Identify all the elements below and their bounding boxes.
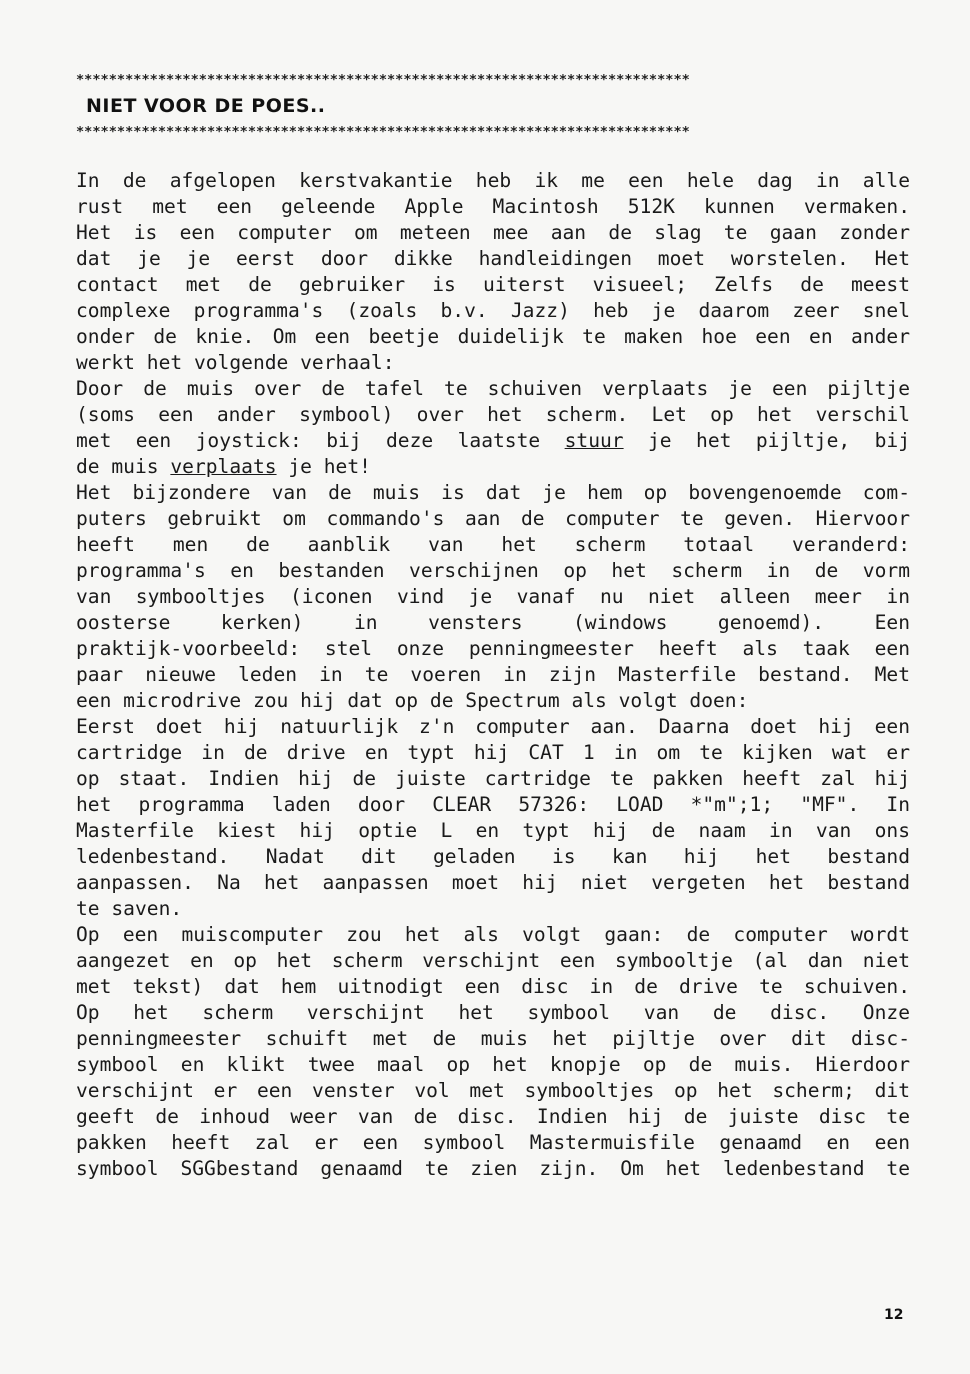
text-line: contact met de gebruiker is uiterst visueel; Zelfs de meest: [76, 273, 910, 296]
text-line: Op het scherm verschijnt het symbool van de disc. Onze: [76, 1001, 910, 1024]
text-line: pakken heeft zal er een symbool Mastermuisfile genaamd en een: [76, 1131, 910, 1154]
asterisk-rule-bottom: ***************************************************************************: [76, 124, 690, 140]
text-line: Masterfile kiest hij optie L en typt hij de naam in van ons: [76, 819, 910, 842]
text-segment: je het pijltje, bij: [648, 429, 911, 452]
text-line: penningmeester schuift met de muis het pijltje over dit disc-: [76, 1027, 910, 1050]
underlined-word: verplaats: [170, 455, 277, 478]
text-line: complexe programma's (zoals b.v. Jazz) heb je daarom zeer snel: [76, 299, 910, 322]
text-line: met tekst) dat hem uitnodigt een disc in de drive te schuiven.: [76, 975, 910, 998]
text-line: ledenbestand. Nadat dit geladen is kan hij het bestand: [76, 845, 910, 868]
article-body: [76, 168, 910, 1182]
text-line: het programma laden door CLEAR 57326: LOAD *"m";1; "MF". In: [76, 793, 910, 816]
page-number: 12: [884, 1307, 904, 1323]
text-line: praktijk-voorbeeld: stel onze penningmeester heeft als taak een: [76, 637, 910, 660]
text-line: geeft de inhoud weer van de disc. Indien hij de juiste disc te: [76, 1105, 910, 1128]
text-line: (soms een ander symbool) over het scherm. Let op het verschil: [76, 403, 910, 426]
text-line: symbool SGGbestand genaamd te zien zijn. Om het ledenbestand te: [76, 1157, 910, 1180]
text-line: paar nieuwe leden in te voeren in zijn Masterfile bestand. Met: [76, 663, 910, 686]
text-line: symbool en klikt twee maal op het knopje op de muis. Hierdoor: [76, 1053, 910, 1076]
text-line: verschijnt er een venster vol met symbooltjes op het scherm; dit: [76, 1079, 910, 1102]
text-line: aangezet en op het scherm verschijnt een symbooltje (al dan niet: [76, 949, 910, 972]
text-line: te saven.: [76, 897, 183, 920]
article-title: NIET VOOR DE POES..: [86, 95, 326, 117]
text-line: heeft men de aanblik van het scherm totaal veranderd:: [76, 533, 910, 556]
text-line: een microdrive zou hij dat op de Spectrum als volgt doen:: [76, 689, 749, 712]
text-line: In de afgelopen kerstvakantie heb ik me een hele dag in alle: [76, 169, 910, 192]
text-line: werkt het volgende verhaal:: [76, 351, 395, 374]
asterisk-rule-top: ***************************************************************************: [76, 72, 690, 88]
text-line: dat je je eerst door dikke handleidingen moet worstelen. Het: [76, 247, 910, 270]
text-line: Eerst doet hij natuurlijk z'n computer aan. Daarna doet hij een: [76, 715, 910, 738]
text-line: rust met een geleende Apple Macintosh 512K kunnen vermaken.: [76, 195, 910, 218]
text-line: Het bijzondere van de muis is dat je hem op bovengenoemde com-: [76, 481, 910, 504]
text-line-mixed: [76, 428, 910, 454]
text-segment: de muis: [76, 455, 159, 478]
text-line: aanpassen. Na het aanpassen moet hij niet vergeten het bestand: [76, 871, 910, 894]
text-line: oosterse kerken) in vensters (windows genoemd). Een: [76, 611, 910, 634]
text-line: op staat. Indien hij de juiste cartridge te pakken heeft zal hij: [76, 767, 910, 790]
underlined-word: stuur: [564, 429, 624, 452]
text-line: Het is een computer om meteen mee aan de slag te gaan zonder: [76, 221, 910, 244]
text-segment: je het!: [288, 455, 371, 478]
text-line: onder de knie. Om een beetje duidelijk te maken hoe een en ander: [76, 325, 910, 348]
text-line: Op een muiscomputer zou het als volgt gaan: de computer wordt: [76, 923, 910, 946]
text-line: Door de muis over de tafel te schuiven verplaats je een pijltje: [76, 377, 910, 400]
text-line-mixed: [76, 454, 910, 480]
text-line: cartridge in de drive en typt hij CAT 1 in om te kijken wat er: [76, 741, 910, 764]
text-line: puters gebruikt om commando's aan de computer te geven. Hiervoor: [76, 507, 910, 530]
text-segment: met een joystick: bij deze laatste: [76, 429, 541, 452]
text-line: van symbooltjes (iconen vind je vanaf nu niet alleen meer in: [76, 585, 910, 608]
text-line: programma's en bestanden verschijnen op het scherm in de vorm: [76, 559, 910, 582]
